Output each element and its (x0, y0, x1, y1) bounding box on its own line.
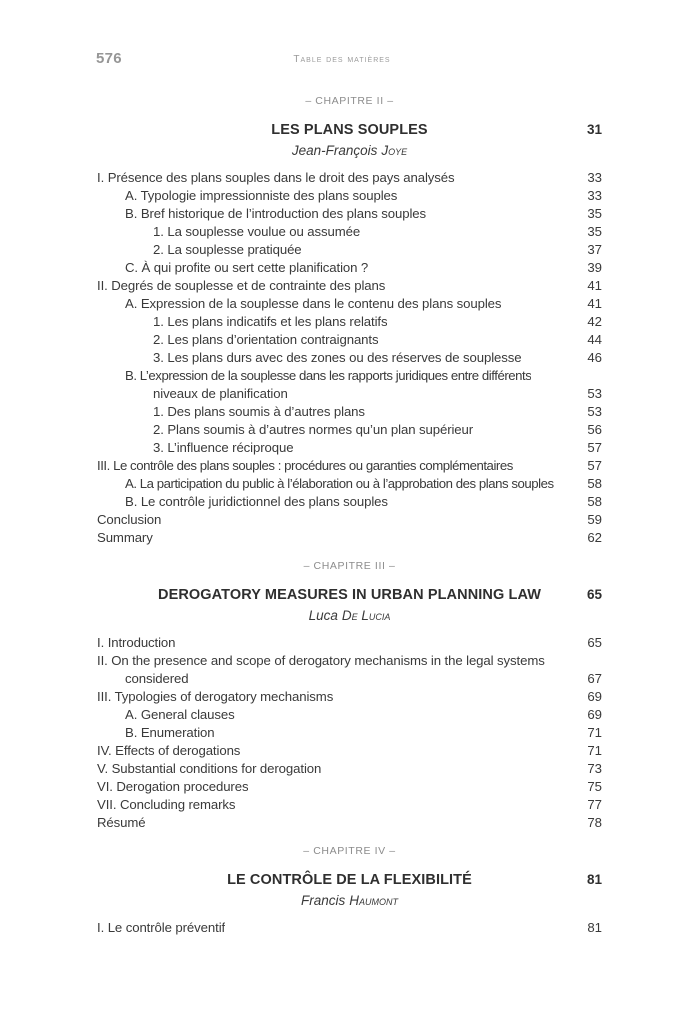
toc-entry (97, 670, 602, 688)
toc-entry (97, 814, 602, 832)
toc-entry (97, 493, 602, 511)
toc-entry-page: 42 (587, 314, 602, 329)
toc-entry-page: 41 (587, 278, 602, 293)
chapter-title-row (97, 586, 602, 604)
toc-entry-text: considered (125, 671, 189, 686)
author-surname: Haumont (349, 893, 398, 908)
toc-entry-page: 33 (587, 188, 602, 203)
toc-entry (97, 205, 602, 223)
toc-entry-text: II. On the presence and scope of derogatory mechanisms in the legal systems (97, 653, 545, 668)
toc-entry-text: A. La participation du public à l’élaboration ou à l’approbation des plans souples (125, 476, 554, 491)
toc-entry-page: 81 (587, 920, 602, 935)
toc-entry-text: I. Présence des plans souples dans le droit des pays analysés (97, 170, 455, 185)
toc-entry-text: IV. Effects of derogations (97, 743, 241, 758)
chapter-page-number: 31 (586, 122, 602, 137)
toc-entry-text: A. General clauses (125, 707, 235, 722)
toc-entry-page: 58 (587, 494, 602, 509)
toc-entry (97, 511, 602, 529)
author-given-name: Francis (300, 893, 346, 908)
toc-entry (97, 187, 602, 205)
toc-entry-page: 35 (587, 206, 602, 221)
toc-entry-text: 3. L’influence réciproque (153, 440, 294, 455)
toc-entry-page: 62 (587, 530, 602, 545)
toc-entry-page: 78 (587, 815, 602, 830)
toc-entry-text: III. Typologies of derogatory mechanisms (97, 689, 334, 704)
toc-entry (97, 724, 602, 742)
toc-entry-page: 75 (587, 779, 602, 794)
chapter-title: LES PLANS SOUPLES (271, 122, 428, 138)
toc-entry-text: VII. Concluding remarks (97, 797, 236, 812)
toc-entry-page: 57 (587, 440, 602, 455)
toc-entry-page: 65 (587, 635, 602, 650)
toc-entry-text: III. Le contrôle des plans souples : procédures ou garanties complémentaires (97, 458, 513, 473)
toc-entry-text: 2. Les plans d’orientation contraignants (153, 332, 379, 347)
toc-entry-text: Résumé (97, 815, 146, 830)
running-head (0, 50, 684, 70)
toc-entry-page: 69 (587, 689, 602, 704)
toc-entry (97, 403, 602, 421)
toc-entry-text: B. L’expression de la souplesse dans les rapports juridiques entre différents (125, 368, 532, 383)
toc-entries (97, 634, 602, 832)
table-of-contents (97, 88, 602, 937)
toc-entry-text: VI. Derogation procedures (97, 779, 249, 794)
toc-entry (97, 295, 602, 313)
toc-entry-text: Summary (97, 530, 153, 545)
toc-entry (97, 652, 602, 670)
chapter-author (97, 142, 602, 159)
toc-entry-text: 1. Les plans indicatifs et les plans relatifs (153, 314, 388, 329)
toc-entry (97, 259, 602, 277)
toc-entry-text: B. Bref historique de l’introduction des plans souples (125, 206, 427, 221)
toc-entry (97, 367, 602, 385)
chapter-title: LE CONTRÔLE DE LA FLEXIBILITÉ (227, 872, 472, 888)
toc-entry (97, 331, 602, 349)
toc-entry (97, 349, 602, 367)
toc-entry-page: 33 (587, 170, 602, 185)
chapter-section (97, 844, 602, 937)
author-surname: Joye (381, 143, 408, 158)
toc-entry (97, 313, 602, 331)
toc-entry (97, 796, 602, 814)
toc-entry (97, 742, 602, 760)
toc-entry-text: 2. La souplesse pratiquée (153, 242, 302, 257)
toc-entry-text: V. Substantial conditions for derogation (97, 761, 322, 776)
toc-entry-page: 56 (587, 422, 602, 437)
toc-entry (97, 760, 602, 778)
toc-entry (97, 529, 602, 547)
toc-entry (97, 919, 602, 937)
author-given-name: Jean-François (291, 143, 378, 158)
toc-entry-page: 46 (587, 350, 602, 365)
chapter-author (97, 892, 602, 909)
toc-entry-page: 69 (587, 707, 602, 722)
chapter-title-row (97, 121, 602, 139)
chapter-section (97, 94, 602, 547)
chapter-page-number: 65 (586, 587, 602, 602)
chapter-label: – CHAPITRE II – (305, 95, 394, 107)
toc-entry-page: 73 (587, 761, 602, 776)
toc-entry-page: 44 (587, 332, 602, 347)
chapter-section (97, 559, 602, 832)
toc-entry-text: II. Degrés de souplesse et de contrainte des plans (97, 278, 386, 293)
toc-entry (97, 241, 602, 259)
toc-entry-text: C. À qui profite ou sert cette planification ? (125, 260, 369, 275)
toc-entry-text: 2. Plans soumis à d’autres normes qu’un plan supérieur (153, 422, 474, 437)
toc-entry-text: Conclusion (97, 512, 162, 527)
toc-entry-page: 57 (587, 458, 602, 473)
toc-entry-page: 53 (587, 386, 602, 401)
chapter-title-row (97, 871, 602, 889)
toc-entry (97, 706, 602, 724)
toc-entry-page: 71 (587, 743, 602, 758)
toc-entry (97, 421, 602, 439)
toc-entry-page: 71 (587, 725, 602, 740)
toc-entry-page: 59 (587, 512, 602, 527)
toc-entry-text: B. Le contrôle juridictionnel des plans souples (125, 494, 388, 509)
toc-entry (97, 778, 602, 796)
chapter-title: DEROGATORY MEASURES IN URBAN PLANNING LAW (158, 587, 541, 603)
toc-entry (97, 439, 602, 457)
running-header: Table des matières (293, 54, 391, 65)
page-folio: 576 (96, 50, 122, 67)
toc-entry (97, 223, 602, 241)
toc-entry-text: 1. La souplesse voulue ou assumée (153, 224, 361, 239)
chapter-page-number: 81 (586, 872, 602, 887)
toc-entry-text: I. Introduction (97, 635, 176, 650)
chapter-author (97, 607, 602, 624)
toc-entry-page: 58 (587, 476, 602, 491)
toc-entry-page: 35 (587, 224, 602, 239)
toc-entries (97, 919, 602, 937)
toc-entry-text: A. Typologie impressionniste des plans souples (125, 188, 398, 203)
toc-entry (97, 688, 602, 706)
toc-entry-text: niveaux de planification (153, 386, 288, 401)
author-given-name: Luca (308, 608, 338, 623)
toc-entry-page: 67 (587, 671, 602, 686)
author-surname: De Lucia (341, 608, 391, 623)
toc-entry-text: 3. Les plans durs avec des zones ou des réserves de souplesse (153, 350, 522, 365)
toc-entries (97, 169, 602, 547)
chapter-label: – CHAPITRE IV – (303, 845, 396, 857)
toc-entry (97, 169, 602, 187)
toc-entry-page: 37 (587, 242, 602, 257)
toc-entry-page: 41 (587, 296, 602, 311)
toc-entry (97, 277, 602, 295)
toc-entry-text: B. Enumeration (125, 725, 215, 740)
toc-entry-text: A. Expression de la souplesse dans le contenu des plans souples (125, 296, 502, 311)
toc-entry-page: 77 (587, 797, 602, 812)
toc-entry-text: 1. Des plans soumis à d’autres plans (153, 404, 365, 419)
toc-entry (97, 475, 602, 493)
toc-entry-page: 53 (587, 404, 602, 419)
toc-entry (97, 634, 602, 652)
toc-entry-text: I. Le contrôle préventif (97, 920, 226, 935)
toc-entry (97, 385, 602, 403)
chapter-label: – CHAPITRE III – (303, 560, 396, 572)
toc-entry-page: 39 (587, 260, 602, 275)
toc-entry (97, 457, 602, 475)
